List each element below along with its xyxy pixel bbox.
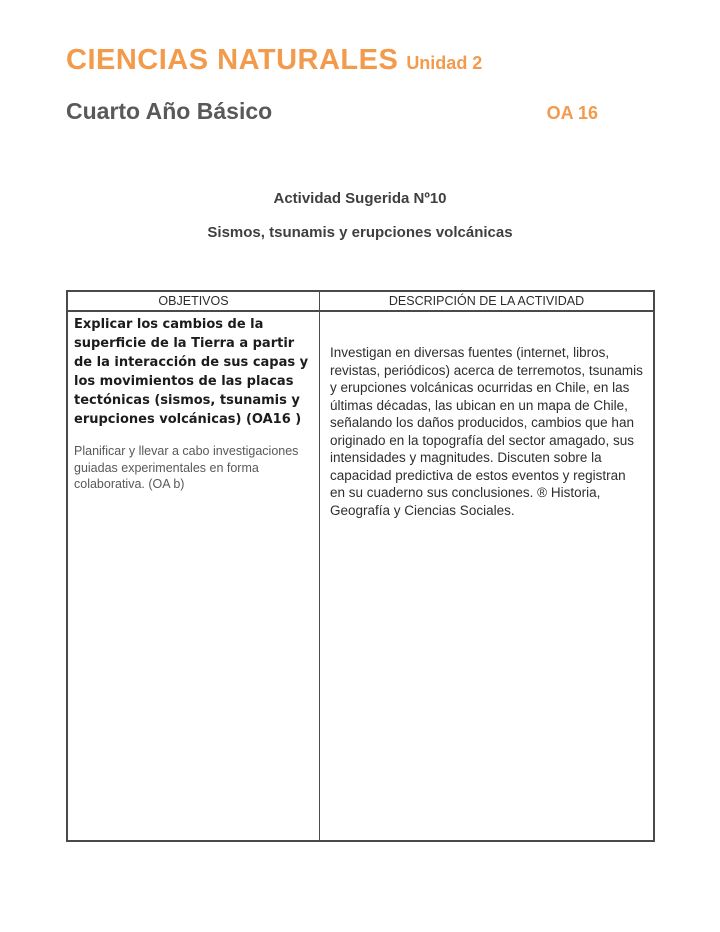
activity-subtitle: Sismos, tsunamis y erupciones volcánicas	[207, 224, 513, 241]
table-header-objetivos: OBJETIVOS	[68, 292, 320, 310]
activity-table	[66, 290, 655, 842]
course-title: CIENCIAS NATURALES	[66, 44, 399, 76]
grade-title: Cuarto Año Básico	[66, 98, 273, 124]
unit-label: Unidad 2	[406, 53, 483, 73]
objective-secondary-text: Planificar y llevar a cabo investigaciones guiadas experimentales en forma colaborativa. (OA b)	[74, 444, 299, 491]
table-header-descripcion: DESCRIPCIÓN DE LA ACTIVIDAD	[388, 294, 585, 308]
document-header	[66, 44, 482, 77]
table-header-row	[68, 292, 653, 312]
objectives-cell	[68, 312, 320, 840]
description-text: Investigan en diversas fuentes (internet, libros, revistas, periódicos) acerca de terremotos, tsunamis y erupciones volcánicas ocurridas en Chile, en las últimas décadas, las ubican en un mapa de Chile, señalando los daños producidos, cambios que han originado en la topografía del sector amagado, sus intensidades y magnitudes. Discuten sobre la capacidad predictiva de estos eventos y registran en su cuaderno sus conclusiones. ® Historia, Geografía y Ciencias Sociales.	[330, 345, 643, 518]
table-body-row	[68, 312, 653, 840]
document-subheader	[66, 98, 598, 125]
objective-main-text: Explicar los cambios de la superficie de la Tierra a partir de la interacción de sus capas y los movimientos de las placas tectónicas (sismos, tsunamis y erupciones volcánicas) (OA16 )	[74, 317, 309, 427]
activity-title: Actividad Sugerida Nº10	[273, 190, 447, 207]
oa-badge: OA 16	[546, 103, 598, 123]
description-cell	[320, 312, 653, 840]
